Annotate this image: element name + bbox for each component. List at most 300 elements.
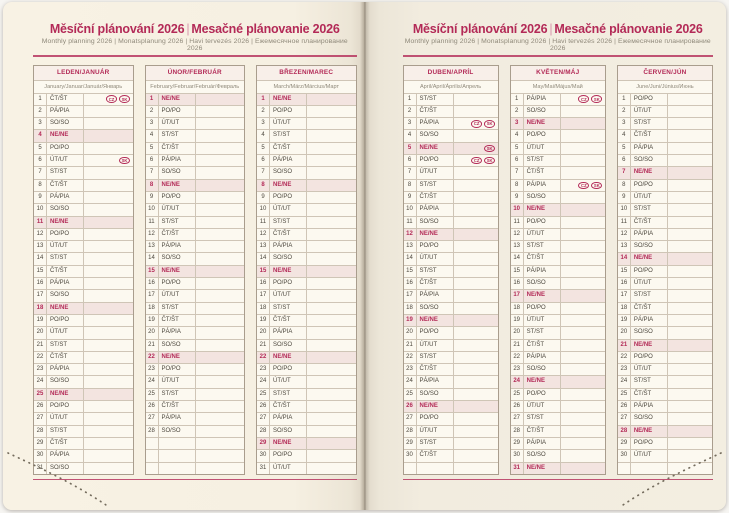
day-notes-area <box>454 118 498 129</box>
day-notes-area <box>454 143 498 154</box>
day-row <box>257 303 356 315</box>
day-notes-area <box>84 376 133 387</box>
day-notes-area <box>561 463 605 474</box>
day-abbreviation: NE/NE <box>631 167 668 178</box>
month-calendar <box>510 65 606 475</box>
day-row <box>404 94 498 106</box>
day-number: 14 <box>618 253 631 264</box>
day-abbreviation: SO/SO <box>47 290 84 301</box>
day-notes-area <box>307 253 356 264</box>
day-abbreviation: PÁ/PIA <box>47 106 84 117</box>
day-notes-area <box>454 266 498 277</box>
day-number: 9 <box>146 192 159 203</box>
day-notes-area <box>196 229 245 240</box>
day-notes-area <box>196 303 245 314</box>
day-row <box>146 327 245 339</box>
day-number: 2 <box>511 106 524 117</box>
day-row <box>618 155 712 167</box>
header-rule <box>33 55 357 57</box>
day-abbreviation: ÚT/UT <box>270 118 307 129</box>
day-number: 29 <box>618 438 631 449</box>
day-row <box>257 389 356 401</box>
months-row-left <box>33 65 357 475</box>
day-notes-area <box>307 204 356 215</box>
day-number: 14 <box>146 253 159 264</box>
day-notes-area <box>307 229 356 240</box>
day-number: 13 <box>511 241 524 252</box>
day-number: 15 <box>146 266 159 277</box>
day-row <box>511 266 605 278</box>
day-row <box>404 106 498 118</box>
day-number <box>146 438 159 449</box>
day-number: 29 <box>257 438 270 449</box>
day-row <box>511 118 605 130</box>
day-number: 1 <box>34 94 47 105</box>
day-row <box>34 204 133 216</box>
day-number: 23 <box>511 364 524 375</box>
day-number: 28 <box>257 426 270 437</box>
day-row <box>146 376 245 388</box>
day-abbreviation: ČT/ŠT <box>631 389 668 400</box>
day-row <box>34 143 133 155</box>
day-number: 29 <box>404 438 417 449</box>
day-row <box>404 241 498 253</box>
day-number: 12 <box>618 229 631 240</box>
day-row <box>618 118 712 130</box>
day-abbreviation: ČT/ŠT <box>524 253 561 264</box>
day-row <box>511 401 605 413</box>
day-notes-area <box>84 352 133 363</box>
day-number: 25 <box>146 389 159 400</box>
day-row <box>618 106 712 118</box>
day-abbreviation: ST/ST <box>159 389 196 400</box>
day-row <box>511 130 605 142</box>
day-number: 7 <box>146 167 159 178</box>
day-notes-area <box>454 450 498 461</box>
day-abbreviation: ST/ST <box>524 155 561 166</box>
day-row <box>511 450 605 462</box>
day-row <box>34 253 133 265</box>
day-notes-area <box>307 376 356 387</box>
day-notes-area <box>454 376 498 387</box>
day-row <box>257 94 356 106</box>
day-abbreviation: SO/SO <box>524 278 561 289</box>
day-number: 15 <box>404 266 417 277</box>
day-notes-area <box>668 180 712 191</box>
day-abbreviation <box>159 450 196 461</box>
day-abbreviation: PO/PO <box>270 106 307 117</box>
day-number: 1 <box>257 94 270 105</box>
day-abbreviation: ST/ST <box>631 376 668 387</box>
day-notes-area <box>454 327 498 338</box>
day-row <box>511 352 605 364</box>
day-abbreviation: ÚT/UT <box>631 364 668 375</box>
day-notes-area <box>196 278 245 289</box>
day-number: 2 <box>618 106 631 117</box>
day-notes-area <box>196 413 245 424</box>
day-abbreviation: SO/SO <box>159 340 196 351</box>
day-notes-area <box>196 241 245 252</box>
day-notes-area <box>561 266 605 277</box>
day-notes-area <box>561 352 605 363</box>
day-row <box>257 118 356 130</box>
day-notes-area <box>561 130 605 141</box>
day-abbreviation: SO/SO <box>631 413 668 424</box>
day-notes-area <box>561 290 605 301</box>
day-row <box>404 340 498 352</box>
day-abbreviation: ST/ST <box>417 438 454 449</box>
day-row <box>34 389 133 401</box>
day-number: 10 <box>511 204 524 215</box>
holiday-badge-sk: SK <box>484 157 495 165</box>
day-row <box>618 94 712 106</box>
page-title <box>33 2 357 36</box>
day-notes-area <box>454 290 498 301</box>
day-number: 20 <box>404 327 417 338</box>
day-number: 11 <box>618 217 631 228</box>
day-notes-area <box>668 229 712 240</box>
month-calendar <box>403 65 499 475</box>
day-number: 21 <box>34 340 47 351</box>
day-abbreviation: NE/NE <box>47 303 84 314</box>
day-abbreviation: ÚT/UT <box>159 376 196 387</box>
day-notes-area <box>196 204 245 215</box>
holiday-badge-cz: CZ <box>106 95 117 103</box>
day-row <box>404 315 498 327</box>
day-notes-area <box>561 450 605 461</box>
day-row <box>34 180 133 192</box>
day-number: 3 <box>511 118 524 129</box>
day-number: 6 <box>404 155 417 166</box>
day-abbreviation: PO/PO <box>47 401 84 412</box>
day-number: 4 <box>34 130 47 141</box>
day-number: 27 <box>146 413 159 424</box>
day-notes-area <box>84 278 133 289</box>
day-abbreviation: PO/PO <box>417 155 454 166</box>
day-row <box>618 143 712 155</box>
month-name: BŘEZEN/MAREC <box>257 66 356 81</box>
day-notes-area <box>668 130 712 141</box>
day-notes-area <box>668 426 712 437</box>
day-notes-area <box>561 401 605 412</box>
day-abbreviation: PO/PO <box>270 278 307 289</box>
day-number: 27 <box>618 413 631 424</box>
day-abbreviation: ÚT/UT <box>270 290 307 301</box>
day-number: 10 <box>146 204 159 215</box>
day-number: 22 <box>511 352 524 363</box>
day-row <box>511 155 605 167</box>
day-abbreviation: ČT/ŠT <box>47 94 84 105</box>
day-row <box>404 303 498 315</box>
day-notes-area <box>307 401 356 412</box>
day-abbreviation: SO/SO <box>524 192 561 203</box>
day-number: 11 <box>511 217 524 228</box>
day-number: 25 <box>34 389 47 400</box>
day-abbreviation: SO/SO <box>270 340 307 351</box>
day-number: 31 <box>257 463 270 474</box>
day-notes-area <box>84 315 133 326</box>
day-number: 14 <box>34 253 47 264</box>
day-number: 24 <box>34 376 47 387</box>
day-row <box>404 376 498 388</box>
day-number: 3 <box>404 118 417 129</box>
day-row <box>146 217 245 229</box>
day-notes-area <box>561 143 605 154</box>
day-row <box>257 327 356 339</box>
day-abbreviation: SO/SO <box>417 130 454 141</box>
day-abbreviation: NE/NE <box>270 94 307 105</box>
day-row <box>146 266 245 278</box>
day-abbreviation: ST/ST <box>270 217 307 228</box>
day-notes-area <box>84 241 133 252</box>
day-notes-area <box>307 450 356 461</box>
left-page-content <box>33 2 357 510</box>
day-abbreviation: PO/PO <box>524 303 561 314</box>
day-row <box>618 426 712 438</box>
day-abbreviation: ÚT/UT <box>417 340 454 351</box>
day-notes-area <box>561 315 605 326</box>
day-number: 1 <box>146 94 159 105</box>
day-notes-area <box>668 94 712 105</box>
day-number: 31 <box>34 463 47 474</box>
day-row <box>404 426 498 438</box>
day-notes-area <box>454 389 498 400</box>
day-number: 5 <box>34 143 47 154</box>
day-notes-area <box>454 413 498 424</box>
day-notes-area <box>454 180 498 191</box>
day-abbreviation: ČT/ŠT <box>417 450 454 461</box>
day-row <box>511 413 605 425</box>
empty-day-row <box>404 463 498 474</box>
day-number: 17 <box>511 290 524 301</box>
day-notes-area <box>668 327 712 338</box>
day-row <box>257 253 356 265</box>
day-abbreviation: ÚT/UT <box>159 290 196 301</box>
day-number: 8 <box>618 180 631 191</box>
day-notes-area <box>668 315 712 326</box>
day-row <box>146 278 245 290</box>
day-abbreviation: ÚT/UT <box>270 376 307 387</box>
day-row <box>34 290 133 302</box>
day-number: 15 <box>511 266 524 277</box>
day-row <box>257 352 356 364</box>
day-notes-area <box>454 217 498 228</box>
day-number: 29 <box>511 438 524 449</box>
day-notes-area <box>307 327 356 338</box>
day-abbreviation: PO/PO <box>417 241 454 252</box>
day-number: 5 <box>404 143 417 154</box>
day-number: 7 <box>618 167 631 178</box>
day-notes-area <box>561 413 605 424</box>
day-abbreviation: PÁ/PIA <box>47 192 84 203</box>
day-number: 17 <box>34 290 47 301</box>
day-abbreviation: NE/NE <box>417 229 454 240</box>
day-notes-area <box>561 278 605 289</box>
day-row <box>618 303 712 315</box>
day-number: 12 <box>257 229 270 240</box>
day-abbreviation: PÁ/PIA <box>270 155 307 166</box>
day-row <box>618 315 712 327</box>
day-row <box>618 167 712 179</box>
day-abbreviation: ST/ST <box>270 303 307 314</box>
day-number: 3 <box>34 118 47 129</box>
day-notes-area <box>307 315 356 326</box>
day-notes-area <box>307 130 356 141</box>
day-row <box>511 106 605 118</box>
day-row <box>34 340 133 352</box>
page-subtitle: Monthly planning 2026 | Monatsplanung 2026 | Havi tervezés 2026 | Ежемесячное планирование 2026 <box>404 38 711 52</box>
month-calendar <box>256 65 357 475</box>
day-number <box>146 450 159 461</box>
day-row <box>618 401 712 413</box>
day-abbreviation: ČT/ŠT <box>270 315 307 326</box>
day-abbreviation: SO/SO <box>417 303 454 314</box>
day-row <box>146 389 245 401</box>
day-row <box>146 253 245 265</box>
month-languages: May/Mai/Május/Май <box>511 81 605 94</box>
day-abbreviation: ÚT/UT <box>47 327 84 338</box>
day-number: 20 <box>257 327 270 338</box>
day-notes-area <box>84 94 133 105</box>
day-notes-area <box>84 303 133 314</box>
day-notes-area <box>561 241 605 252</box>
empty-day-row <box>146 463 245 474</box>
day-abbreviation: PÁ/PIA <box>631 315 668 326</box>
day-abbreviation: PO/PO <box>631 266 668 277</box>
day-abbreviation: ČT/ŠT <box>159 143 196 154</box>
day-notes-area <box>454 438 498 449</box>
day-abbreviation: ST/ST <box>417 352 454 363</box>
day-number: 4 <box>404 130 417 141</box>
day-row <box>404 253 498 265</box>
day-number: 18 <box>618 303 631 314</box>
day-notes-area <box>668 438 712 449</box>
day-number: 5 <box>618 143 631 154</box>
day-abbreviation: ST/ST <box>524 413 561 424</box>
day-abbreviation: ÚT/UT <box>631 192 668 203</box>
day-row <box>511 217 605 229</box>
month-name: ÚNOR/FEBRUÁR <box>146 66 245 81</box>
day-abbreviation: SO/SO <box>524 450 561 461</box>
day-row <box>404 352 498 364</box>
day-abbreviation: PÁ/PIA <box>47 364 84 375</box>
day-abbreviation: ČT/ŠT <box>417 106 454 117</box>
day-row <box>34 413 133 425</box>
day-abbreviation: ČT/ŠT <box>524 340 561 351</box>
day-row <box>511 327 605 339</box>
day-abbreviation: SO/SO <box>417 389 454 400</box>
day-abbreviation: PÁ/PIA <box>270 413 307 424</box>
day-notes-area <box>668 143 712 154</box>
day-row <box>257 241 356 253</box>
planner-spread <box>3 2 726 510</box>
day-notes-area <box>84 229 133 240</box>
day-number: 19 <box>404 315 417 326</box>
day-number: 7 <box>34 167 47 178</box>
day-notes-area <box>668 290 712 301</box>
day-abbreviation: PO/PO <box>631 180 668 191</box>
month-name: DUBEN/APRÍL <box>404 66 498 81</box>
day-notes-area <box>454 204 498 215</box>
day-row <box>404 229 498 241</box>
day-abbreviation: PÁ/PIA <box>159 413 196 424</box>
day-number: 25 <box>618 389 631 400</box>
day-row <box>511 94 605 106</box>
day-row <box>257 290 356 302</box>
day-abbreviation: ÚT/UT <box>47 155 84 166</box>
day-number: 7 <box>257 167 270 178</box>
day-notes-area <box>196 130 245 141</box>
day-abbreviation: ÚT/UT <box>270 204 307 215</box>
day-notes-area <box>454 241 498 252</box>
day-row <box>511 278 605 290</box>
day-abbreviation: ČT/ŠT <box>524 426 561 437</box>
day-abbreviation <box>159 438 196 449</box>
day-notes-area <box>84 180 133 191</box>
day-notes-area <box>196 376 245 387</box>
day-row <box>618 413 712 425</box>
day-row <box>404 266 498 278</box>
day-number: 19 <box>618 315 631 326</box>
day-abbreviation: ST/ST <box>270 389 307 400</box>
day-abbreviation: ÚT/UT <box>524 143 561 154</box>
day-number: 15 <box>34 266 47 277</box>
day-notes-area <box>196 352 245 363</box>
day-notes-area <box>668 376 712 387</box>
day-notes-area <box>196 192 245 203</box>
day-abbreviation <box>417 463 454 474</box>
day-abbreviation: ST/ST <box>47 426 84 437</box>
day-row <box>257 438 356 450</box>
day-abbreviation: ČT/ŠT <box>631 130 668 141</box>
day-number: 24 <box>257 376 270 387</box>
empty-day-row <box>146 450 245 462</box>
day-row <box>34 229 133 241</box>
day-notes-area <box>561 192 605 203</box>
day-number: 12 <box>34 229 47 240</box>
day-abbreviation: ÚT/UT <box>417 253 454 264</box>
day-row <box>511 241 605 253</box>
empty-day-row <box>146 438 245 450</box>
day-number: 17 <box>146 290 159 301</box>
day-number: 5 <box>146 143 159 154</box>
day-notes-area <box>84 253 133 264</box>
day-abbreviation: SO/SO <box>524 106 561 117</box>
day-notes-area <box>307 167 356 178</box>
day-row <box>34 130 133 142</box>
holiday-badge-sk: SK <box>591 182 602 190</box>
day-number: 23 <box>34 364 47 375</box>
day-number: 3 <box>257 118 270 129</box>
day-abbreviation: PO/PO <box>270 450 307 461</box>
day-notes-area <box>668 340 712 351</box>
day-notes-area <box>84 143 133 154</box>
day-row <box>34 241 133 253</box>
day-abbreviation: NE/NE <box>159 180 196 191</box>
day-abbreviation: ČT/ŠT <box>417 278 454 289</box>
day-number: 6 <box>146 155 159 166</box>
day-abbreviation: ST/ST <box>270 130 307 141</box>
day-row <box>404 413 498 425</box>
day-abbreviation: ÚT/UT <box>524 229 561 240</box>
day-notes-area <box>307 94 356 105</box>
day-abbreviation: PO/PO <box>159 192 196 203</box>
day-number: 17 <box>257 290 270 301</box>
day-abbreviation: ČT/ŠT <box>524 167 561 178</box>
day-notes-area <box>454 229 498 240</box>
day-number: 27 <box>404 413 417 424</box>
day-row <box>146 401 245 413</box>
